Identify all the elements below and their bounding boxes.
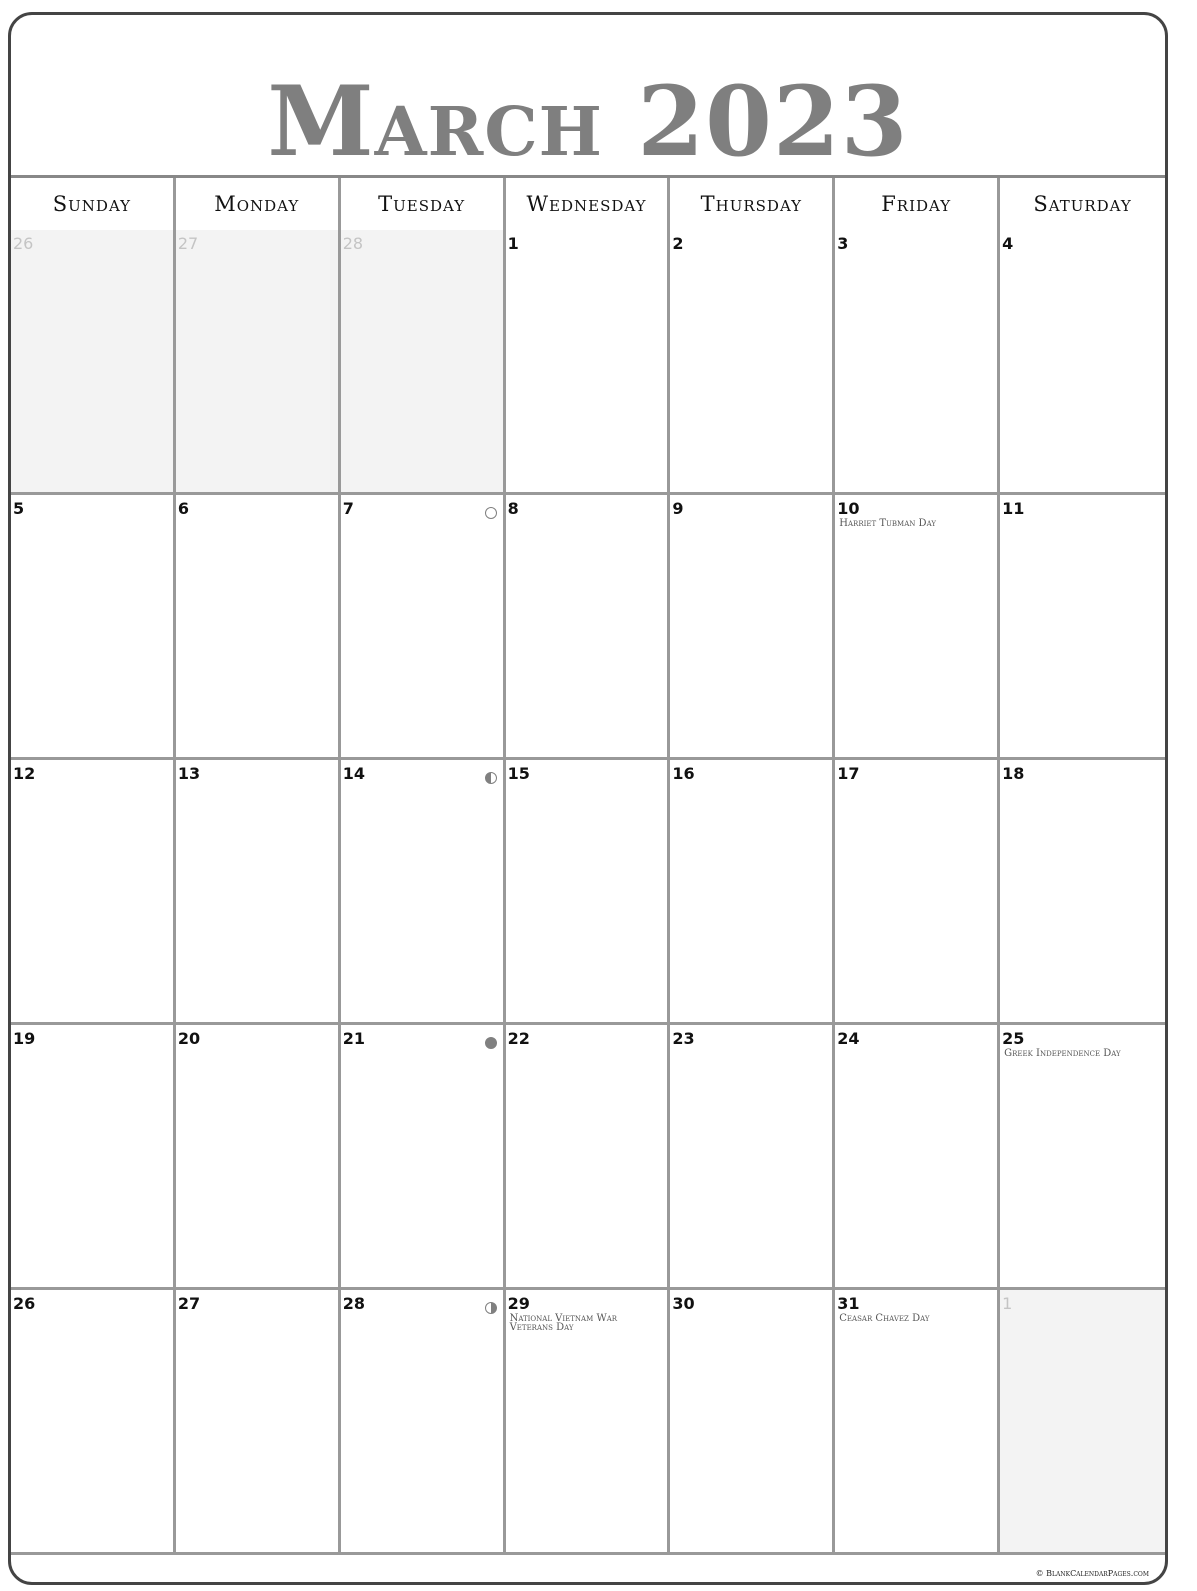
- weekday-header-row: [11, 178, 1165, 230]
- day-number: 12: [13, 764, 36, 783]
- day-cell[interactable]: [506, 760, 671, 1025]
- weekday-header-wednesday: Wednesday: [506, 178, 671, 233]
- day-cell[interactable]: [506, 1025, 671, 1290]
- day-number: 18: [1002, 764, 1025, 783]
- day-cell[interactable]: [835, 760, 1000, 1025]
- day-number: 19: [13, 1029, 36, 1048]
- day-cell[interactable]: [670, 760, 835, 1025]
- day-number: 28: [342, 234, 364, 253]
- day-number: 21: [342, 1029, 365, 1048]
- day-cell-other-month[interactable]: [341, 230, 506, 495]
- day-cell[interactable]: [835, 1290, 1000, 1555]
- weekday-header-sunday: Sunday: [11, 178, 176, 233]
- day-number: 25: [1002, 1029, 1025, 1048]
- day-cell[interactable]: [835, 230, 1000, 495]
- day-number: 17: [837, 764, 860, 783]
- day-cell[interactable]: [341, 1025, 506, 1290]
- day-cell-other-month[interactable]: [176, 230, 341, 495]
- day-number: 31: [837, 1294, 860, 1313]
- day-number: 8: [507, 499, 519, 518]
- day-number: 30: [672, 1294, 695, 1313]
- holiday-label: Greek Independence Day: [1004, 1048, 1121, 1059]
- day-number: 5: [13, 499, 25, 518]
- weekday-header-thursday: Thursday: [670, 178, 835, 233]
- week-row: [11, 495, 1165, 760]
- day-cell[interactable]: [11, 1290, 176, 1555]
- day-number: 9: [672, 499, 684, 518]
- day-cell[interactable]: [341, 1290, 506, 1555]
- weekday-header-saturday: Saturday: [1000, 178, 1165, 233]
- holiday-label: National Vietnam War Veterans Day: [509, 1313, 618, 1333]
- weekday-header-tuesday: Tuesday: [341, 178, 506, 233]
- week-row: [11, 230, 1165, 495]
- day-cell[interactable]: [1000, 760, 1165, 1025]
- calendar-page: [8, 12, 1168, 1585]
- week-row: [11, 1025, 1165, 1290]
- day-cell[interactable]: [11, 760, 176, 1025]
- week-row: [11, 1290, 1165, 1555]
- day-cell[interactable]: [176, 1290, 341, 1555]
- day-number: 20: [177, 1029, 201, 1048]
- day-cell[interactable]: [506, 1290, 671, 1555]
- day-cell[interactable]: [1000, 1025, 1165, 1290]
- day-number: 13: [177, 764, 201, 783]
- day-number: 16: [672, 764, 695, 783]
- holiday-label: Harriet Tubman Day: [839, 518, 936, 529]
- weekday-header-monday: Monday: [176, 178, 341, 233]
- day-cell[interactable]: [670, 1025, 835, 1290]
- credit-text: © BlankCalendarPages.com: [1035, 1569, 1149, 1578]
- day-cell[interactable]: [341, 495, 506, 760]
- calendar-title: March 2023: [267, 65, 909, 178]
- day-number: 26: [13, 234, 34, 253]
- day-cell-other-month[interactable]: [11, 230, 176, 495]
- day-number: 1: [1002, 1294, 1013, 1313]
- day-cell[interactable]: [1000, 495, 1165, 760]
- day-number: 14: [342, 764, 365, 783]
- day-cell[interactable]: [176, 495, 341, 760]
- calendar-grid: [11, 175, 1165, 1555]
- day-number: 23: [672, 1029, 695, 1048]
- week-row: [11, 760, 1165, 1025]
- day-number: 27: [177, 1294, 201, 1313]
- day-cell[interactable]: [11, 495, 176, 760]
- last-quarter-moon-icon: [485, 772, 497, 784]
- day-number: 1: [507, 234, 519, 253]
- day-number: 27: [177, 234, 199, 253]
- day-cell[interactable]: [176, 1025, 341, 1290]
- day-number: 10: [837, 499, 860, 518]
- day-cell[interactable]: [176, 760, 341, 1025]
- day-cell[interactable]: [835, 1025, 1000, 1290]
- day-number: 22: [507, 1029, 530, 1048]
- day-cell[interactable]: [670, 1290, 835, 1555]
- day-cell-other-month[interactable]: [1000, 1290, 1165, 1555]
- day-number: 3: [837, 234, 849, 253]
- day-number: 6: [177, 499, 189, 518]
- day-cell[interactable]: [835, 495, 1000, 760]
- day-number: 26: [13, 1294, 36, 1313]
- day-cell[interactable]: [341, 760, 506, 1025]
- calendar-weeks: [11, 230, 1165, 1555]
- day-number: 7: [342, 499, 354, 518]
- full-moon-icon: [485, 507, 497, 519]
- first-quarter-moon-icon: [485, 1302, 497, 1314]
- day-number: 4: [1002, 234, 1014, 253]
- day-cell[interactable]: [11, 1025, 176, 1290]
- day-cell[interactable]: [506, 495, 671, 760]
- day-cell[interactable]: [506, 230, 671, 495]
- weekday-header-friday: Friday: [835, 178, 1000, 233]
- day-cell[interactable]: [670, 230, 835, 495]
- new-moon-icon: [485, 1037, 497, 1049]
- day-cell[interactable]: [670, 495, 835, 760]
- day-number: 28: [342, 1294, 365, 1313]
- day-number: 24: [837, 1029, 860, 1048]
- day-number: 15: [507, 764, 530, 783]
- day-number: 2: [672, 234, 684, 253]
- day-cell[interactable]: [1000, 230, 1165, 495]
- day-number: 11: [1002, 499, 1025, 518]
- day-number: 29: [507, 1294, 530, 1313]
- holiday-label: Ceasar Chavez Day: [839, 1313, 930, 1324]
